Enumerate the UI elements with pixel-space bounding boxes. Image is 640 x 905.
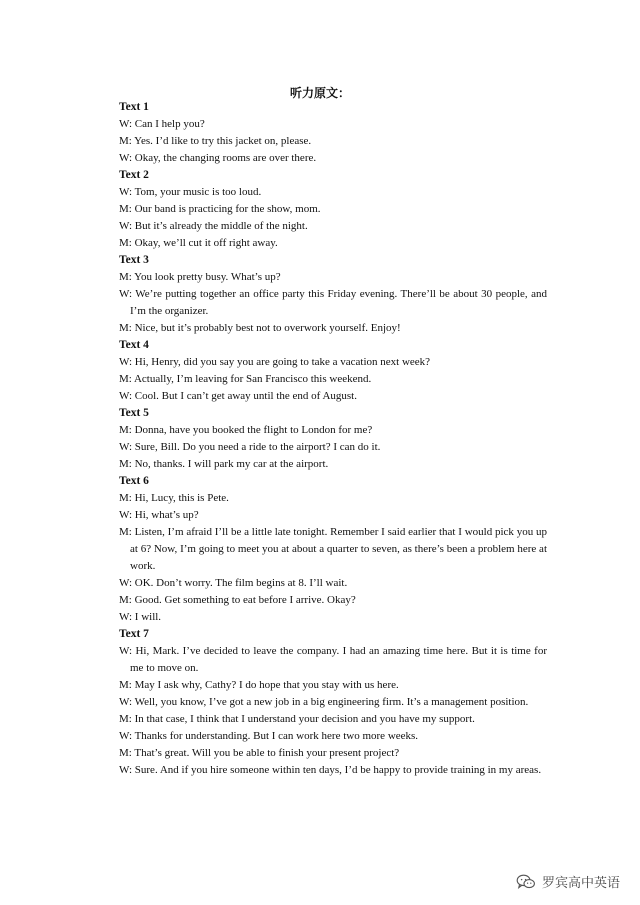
dialogue-line: M: That’s great. Will you be able to finish your present project?: [119, 747, 400, 759]
dialogue-line: W: I will.: [119, 611, 162, 623]
watermark: [516, 872, 620, 891]
transcript-section: [119, 337, 547, 405]
dialogue-line: W: Okay, the changing rooms are over there.: [119, 152, 317, 164]
dialogue-line: W: Hi, Henry, did you say you are going to take a vacation next week?: [119, 356, 431, 368]
section-title: Text 3: [119, 254, 149, 266]
dialogue-line: W: Hi, Mark. I’ve decided to leave the company. I had an amazing time here. But it is time for me to move on.: [119, 645, 547, 674]
page-title: 听力原文：: [289, 86, 350, 100]
section-title: Text 5: [119, 407, 149, 419]
dialogue-line: W: OK. Don’t worry. The film begins at 8. I’ll wait.: [119, 577, 348, 589]
section-title: Text 2: [119, 169, 149, 181]
dialogue-line: W: Thanks for understanding. But I can work here two more weeks.: [119, 730, 419, 742]
dialogue-line: M: Good. Get something to eat before I arrive. Okay?: [119, 594, 356, 606]
section-title: Text 7: [119, 628, 149, 640]
dialogue-line: M: No, thanks. I will park my car at the airport.: [119, 458, 329, 470]
section-title: Text 4: [119, 339, 149, 351]
dialogue-line: M: Donna, have you booked the flight to London for me?: [119, 424, 373, 436]
transcript-section: [119, 405, 547, 473]
section-title: Text 6: [119, 475, 149, 487]
dialogue-line: M: Hi, Lucy, this is Pete.: [119, 492, 229, 504]
dialogue-line: W: Can I help you?: [119, 118, 205, 130]
transcript-body: [119, 99, 547, 779]
transcript-section: [119, 99, 547, 167]
dialogue-line: M: Nice, but it’s probably best not to overwork yourself. Enjoy!: [119, 322, 401, 334]
transcript-section: [119, 167, 547, 252]
dialogue-line: M: Actually, I’m leaving for San Francisco this weekend.: [119, 373, 372, 385]
dialogue-line: W: Cool. But I can’t get away until the end of August.: [119, 390, 357, 402]
dialogue-line: M: In that case, I think that I understand your decision and you have my support.: [119, 713, 475, 725]
watermark-text: 罗宾高中英语: [541, 876, 620, 891]
dialogue-line: M: Yes. I’d like to try this jacket on, please.: [119, 135, 312, 147]
dialogue-line: W: Sure, Bill. Do you need a ride to the airport? I can do it.: [119, 441, 381, 453]
dialogue-line: W: Sure. And if you hire someone within ten days, I’d be happy to provide training in my areas.: [119, 764, 542, 776]
section-title: Text 1: [119, 101, 149, 113]
dialogue-line: M: You look pretty busy. What’s up?: [119, 271, 281, 283]
dialogue-line: W: Well, you know, I’ve got a new job in a big engineering firm. It’s a management position.: [119, 696, 529, 708]
dialogue-line: M: May I ask why, Cathy? I do hope that you stay with us here.: [119, 679, 399, 691]
dialogue-line: W: Tom, your music is too loud.: [119, 186, 262, 198]
wechat-icon: [516, 874, 536, 890]
transcript-section: [119, 473, 547, 626]
dialogue-line: M: Okay, we’ll cut it off right away.: [119, 237, 278, 249]
dialogue-line: W: We’re putting together an office party this Friday evening. There’ll be about 30 people, and I’m the organizer.: [119, 288, 547, 317]
transcript-section: [119, 252, 547, 337]
dialogue-line: W: Hi, what’s up?: [119, 509, 199, 521]
dialogue-line: M: Our band is practicing for the show, mom.: [119, 203, 321, 215]
dialogue-line: W: But it’s already the middle of the night.: [119, 220, 308, 232]
transcript-section: [119, 626, 547, 779]
dialogue-line: M: Listen, I’m afraid I’ll be a little late tonight. Remember I said earlier that I would pick you up at 6? Now, I’m going to meet you at about a quarter to seven, as there’s been a problem here at work.: [119, 526, 547, 572]
